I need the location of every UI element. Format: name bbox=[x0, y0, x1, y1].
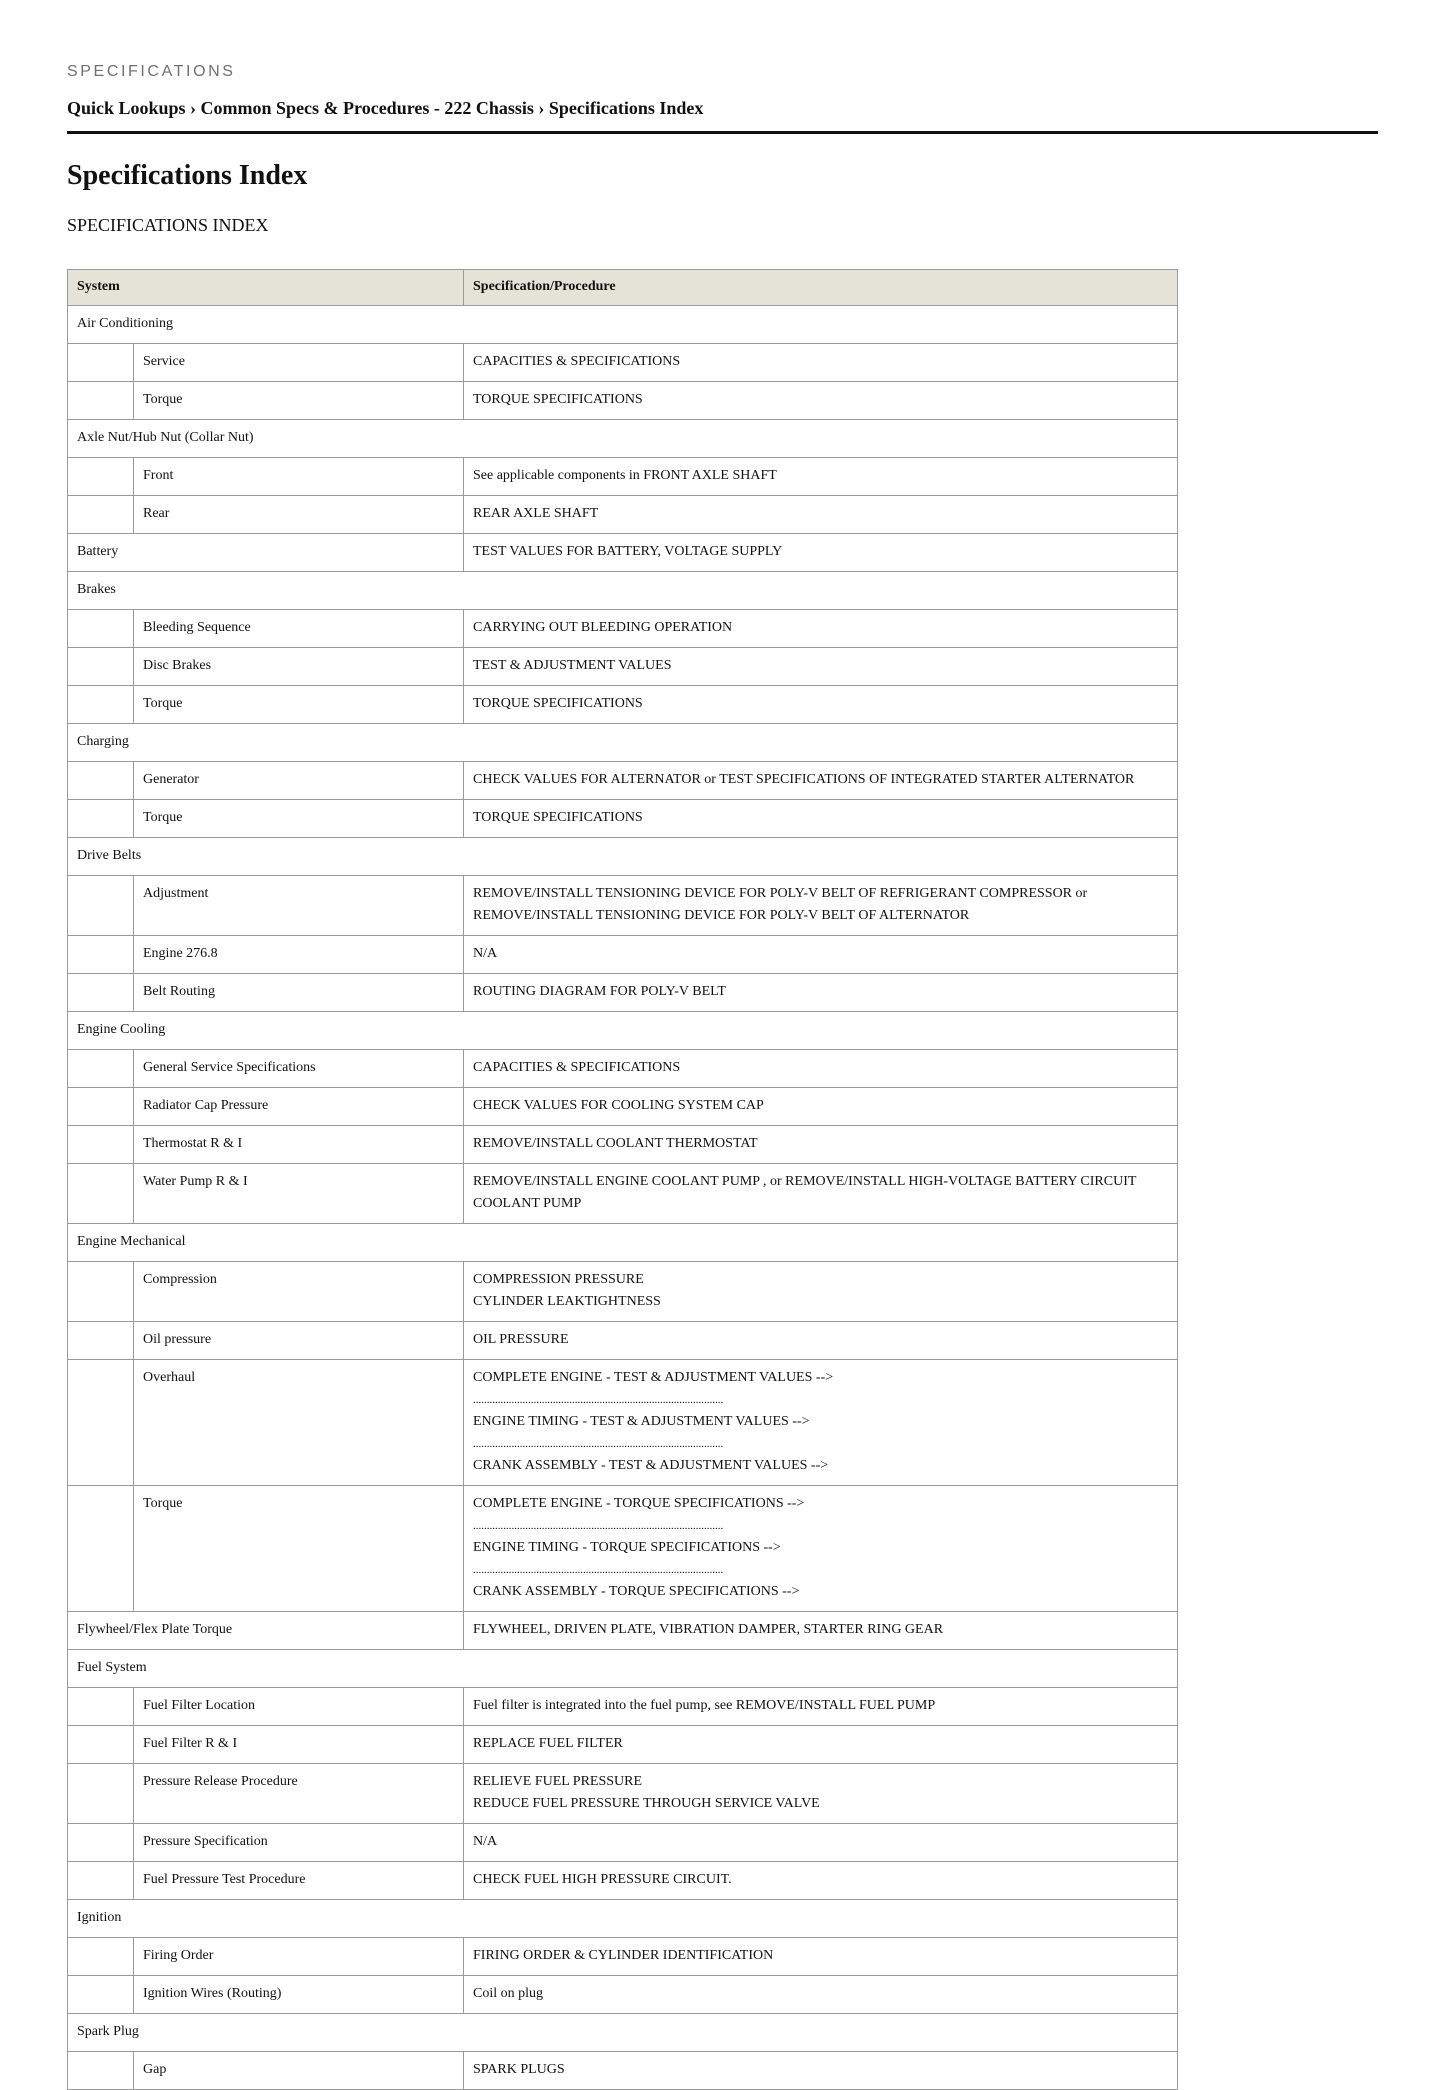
table-row bbox=[68, 876, 1178, 936]
spec-cell bbox=[464, 382, 1178, 420]
spec-link[interactable]: REAR AXLE SHAFT bbox=[473, 506, 599, 521]
spec-link[interactable]: CRANK ASSEMBLY - TORQUE SPECIFICATIONS --> bbox=[473, 1584, 800, 1599]
spec-cell bbox=[464, 1088, 1178, 1126]
table-row bbox=[68, 610, 1178, 648]
spec-link[interactable]: ROUTING DIAGRAM FOR POLY-V BELT bbox=[473, 984, 726, 999]
subsystem-label: Front bbox=[134, 458, 464, 496]
subsystem-label: Torque bbox=[134, 800, 464, 838]
subsystem-label: Gap bbox=[134, 2052, 464, 2090]
dotted-separator: ........................................................................................... bbox=[473, 1394, 724, 1406]
indent-cell bbox=[68, 1824, 134, 1862]
spec-cell bbox=[464, 1164, 1178, 1224]
indent-cell bbox=[68, 458, 134, 496]
spec-link[interactable]: TORQUE SPECIFICATIONS bbox=[473, 810, 643, 825]
spec-cell bbox=[464, 2052, 1178, 2090]
spec-link[interactable]: CHECK FUEL HIGH PRESSURE CIRCUIT. bbox=[473, 1872, 732, 1887]
spec-link[interactable]: CAPACITIES & SPECIFICATIONS bbox=[473, 1060, 681, 1075]
spec-cell bbox=[464, 1126, 1178, 1164]
table-row bbox=[68, 838, 1178, 876]
indent-cell bbox=[68, 686, 134, 724]
spec-link[interactable]: FLYWHEEL, DRIVEN PLATE, VIBRATION DAMPER, STARTER RING GEAR bbox=[473, 1622, 944, 1637]
spec-link[interactable]: N/A bbox=[473, 946, 498, 961]
table-row bbox=[68, 1262, 1178, 1322]
subsystem-label: Radiator Cap Pressure bbox=[134, 1088, 464, 1126]
subsystem-label: Ignition Wires (Routing) bbox=[134, 1976, 464, 2014]
spec-cell bbox=[464, 648, 1178, 686]
table-row bbox=[68, 1824, 1178, 1862]
spec-link[interactable]: TORQUE SPECIFICATIONS bbox=[473, 696, 643, 711]
subsystem-label: Oil pressure bbox=[134, 1322, 464, 1360]
subsystem-label: Overhaul bbox=[134, 1360, 464, 1486]
table-row bbox=[68, 1164, 1178, 1224]
indent-cell bbox=[68, 1976, 134, 2014]
indent-cell bbox=[68, 1164, 134, 1224]
spec-cell bbox=[464, 686, 1178, 724]
spec-cell bbox=[464, 762, 1178, 800]
system-group-label: Fuel System bbox=[68, 1650, 1178, 1688]
system-label: Flywheel/Flex Plate Torque bbox=[68, 1612, 464, 1650]
spec-cell bbox=[464, 458, 1178, 496]
indent-cell bbox=[68, 1360, 134, 1486]
subsystem-label: Pressure Specification bbox=[134, 1824, 464, 1862]
indent-cell bbox=[68, 762, 134, 800]
spec-link[interactable]: RELIEVE FUEL PRESSURE bbox=[473, 1774, 643, 1789]
table-row bbox=[68, 800, 1178, 838]
table-body bbox=[68, 306, 1178, 2090]
subsystem-label: Rear bbox=[134, 496, 464, 534]
indent-cell bbox=[68, 1126, 134, 1164]
subsystem-label: Belt Routing bbox=[134, 974, 464, 1012]
table-row bbox=[68, 936, 1178, 974]
spec-cell bbox=[464, 1764, 1178, 1824]
system-group-label: Brakes bbox=[68, 572, 1178, 610]
table-row bbox=[68, 2052, 1178, 2090]
indent-cell bbox=[68, 1088, 134, 1126]
table-row bbox=[68, 572, 1178, 610]
subsystem-label: Firing Order bbox=[134, 1938, 464, 1976]
table-row bbox=[68, 1126, 1178, 1164]
spec-cell bbox=[464, 1938, 1178, 1976]
spec-cell bbox=[464, 344, 1178, 382]
spec-cell bbox=[464, 610, 1178, 648]
table-row bbox=[68, 382, 1178, 420]
subsystem-label: Water Pump R & I bbox=[134, 1164, 464, 1224]
spec-link[interactable]: CARRYING OUT BLEEDING OPERATION bbox=[473, 620, 733, 635]
spec-link[interactable]: CHECK VALUES FOR ALTERNATOR or TEST SPECIFICATIONS OF INTEGRATED STARTER ALTERNATOR bbox=[473, 772, 1135, 787]
table-row bbox=[68, 1764, 1178, 1824]
spec-cell bbox=[464, 876, 1178, 936]
indent-cell bbox=[68, 876, 134, 936]
indent-cell bbox=[68, 382, 134, 420]
table-row bbox=[68, 420, 1178, 458]
table-row bbox=[68, 534, 1178, 572]
table-row bbox=[68, 1900, 1178, 1938]
spec-link[interactable]: REPLACE FUEL FILTER bbox=[473, 1736, 623, 1751]
subsystem-label: Compression bbox=[134, 1262, 464, 1322]
subsystem-label: Bleeding Sequence bbox=[134, 610, 464, 648]
subsystem-label: Pressure Release Procedure bbox=[134, 1764, 464, 1824]
dotted-separator: ........................................................................................... bbox=[473, 1520, 724, 1532]
spec-link[interactable]: CHECK VALUES FOR COOLING SYSTEM CAP bbox=[473, 1098, 764, 1113]
indent-cell bbox=[68, 1764, 134, 1824]
spec-link[interactable]: OIL PRESSURE bbox=[473, 1332, 569, 1347]
indent-cell bbox=[68, 1862, 134, 1900]
table-row bbox=[68, 686, 1178, 724]
spec-link[interactable]: CYLINDER LEAKTIGHTNESS bbox=[473, 1294, 661, 1309]
indent-cell bbox=[68, 1262, 134, 1322]
subsystem-label: Adjustment bbox=[134, 876, 464, 936]
spec-link[interactable]: Coil on plug bbox=[473, 1986, 544, 2001]
spec-cell bbox=[464, 974, 1178, 1012]
page-subtitle: SPECIFICATIONS INDEX bbox=[67, 215, 269, 235]
table-row bbox=[68, 1360, 1178, 1486]
dotted-separator: ........................................................................................... bbox=[473, 1438, 724, 1450]
spec-link[interactable]: TEST & ADJUSTMENT VALUES bbox=[473, 658, 672, 673]
column-header-system: System bbox=[68, 270, 464, 306]
spec-link[interactable]: SPARK PLUGS bbox=[473, 2062, 565, 2077]
system-group-label: Engine Cooling bbox=[68, 1012, 1178, 1050]
subsystem-label: Fuel Filter R & I bbox=[134, 1726, 464, 1764]
specifications-table bbox=[67, 269, 1178, 2090]
subsystem-label: Service bbox=[134, 344, 464, 382]
indent-cell bbox=[68, 648, 134, 686]
indent-cell bbox=[68, 1050, 134, 1088]
spec-link[interactable]: See applicable components in FRONT AXLE SHAFT bbox=[473, 468, 777, 483]
table-row bbox=[68, 1486, 1178, 1612]
spec-link[interactable]: CAPACITIES & SPECIFICATIONS bbox=[473, 354, 681, 369]
subsystem-label: Generator bbox=[134, 762, 464, 800]
system-label: Battery bbox=[68, 534, 464, 572]
spec-cell bbox=[464, 1726, 1178, 1764]
spec-link[interactable]: Fuel filter is integrated into the fuel pump, see REMOVE/INSTALL FUEL PUMP bbox=[473, 1698, 936, 1713]
table-row bbox=[68, 306, 1178, 344]
spec-link[interactable]: N/A bbox=[473, 1834, 498, 1849]
indent-cell bbox=[68, 800, 134, 838]
indent-cell bbox=[68, 1726, 134, 1764]
table-row bbox=[68, 2014, 1178, 2052]
spec-cell bbox=[464, 1976, 1178, 2014]
table-row bbox=[68, 648, 1178, 686]
spec-link[interactable]: CRANK ASSEMBLY - TEST & ADJUSTMENT VALUES --> bbox=[473, 1458, 829, 1473]
spec-link[interactable]: TORQUE SPECIFICATIONS bbox=[473, 392, 643, 407]
subsystem-label: Torque bbox=[134, 686, 464, 724]
table-row bbox=[68, 974, 1178, 1012]
table-row bbox=[68, 1224, 1178, 1262]
spec-link[interactable]: COMPLETE ENGINE - TEST & ADJUSTMENT VALUES --> bbox=[473, 1370, 834, 1385]
indent-cell bbox=[68, 1322, 134, 1360]
table-row bbox=[68, 344, 1178, 382]
system-group-label: Axle Nut/Hub Nut (Collar Nut) bbox=[68, 420, 1178, 458]
table-row bbox=[68, 1688, 1178, 1726]
system-group-label: Drive Belts bbox=[68, 838, 1178, 876]
table-row bbox=[68, 724, 1178, 762]
indent-cell bbox=[68, 610, 134, 648]
spec-link[interactable]: TEST VALUES FOR BATTERY, VOLTAGE SUPPLY bbox=[473, 544, 783, 559]
spec-cell bbox=[464, 1612, 1178, 1650]
table-row bbox=[68, 1938, 1178, 1976]
spec-cell bbox=[464, 1862, 1178, 1900]
dotted-separator: ........................................................................................... bbox=[473, 1564, 724, 1576]
table-row bbox=[68, 1612, 1178, 1650]
system-group-label: Ignition bbox=[68, 1900, 1178, 1938]
spec-link[interactable]: FIRING ORDER & CYLINDER IDENTIFICATION bbox=[473, 1948, 774, 1963]
table-row bbox=[68, 1862, 1178, 1900]
spec-link[interactable]: ENGINE TIMING - TORQUE SPECIFICATIONS --> bbox=[473, 1540, 781, 1555]
spec-cell bbox=[464, 496, 1178, 534]
spec-link[interactable]: COMPRESSION PRESSURE bbox=[473, 1272, 644, 1287]
spec-cell bbox=[464, 1360, 1178, 1486]
table-row bbox=[68, 1050, 1178, 1088]
table-row bbox=[68, 1976, 1178, 2014]
subsystem-label: Disc Brakes bbox=[134, 648, 464, 686]
table-row bbox=[68, 1088, 1178, 1126]
spec-link[interactable]: REMOVE/INSTALL COOLANT THERMOSTAT bbox=[473, 1136, 758, 1151]
indent-cell bbox=[68, 2052, 134, 2090]
indent-cell bbox=[68, 1938, 134, 1976]
subsystem-label: Fuel Pressure Test Procedure bbox=[134, 1862, 464, 1900]
spec-cell bbox=[464, 1688, 1178, 1726]
page-title: Specifications Index bbox=[67, 160, 308, 191]
spec-link[interactable]: REDUCE FUEL PRESSURE THROUGH SERVICE VALVE bbox=[473, 1796, 820, 1811]
subsystem-label: Engine 276.8 bbox=[134, 936, 464, 974]
spec-cell bbox=[464, 1486, 1178, 1612]
table-row bbox=[68, 1322, 1178, 1360]
spec-link[interactable]: COOLANT PUMP bbox=[473, 1196, 582, 1211]
system-group-label: Spark Plug bbox=[68, 2014, 1178, 2052]
system-group-label: Air Conditioning bbox=[68, 306, 1178, 344]
column-header-spec: Specification/Procedure bbox=[464, 270, 1178, 306]
spec-link[interactable]: REMOVE/INSTALL ENGINE COOLANT PUMP , or REMOVE/INSTALL HIGH-VOLTAGE BATTERY CIRCUIT bbox=[473, 1174, 1137, 1189]
table-row bbox=[68, 458, 1178, 496]
spec-cell bbox=[464, 1322, 1178, 1360]
spec-link[interactable]: ENGINE TIMING - TEST & ADJUSTMENT VALUES --> bbox=[473, 1414, 810, 1429]
table-row bbox=[68, 1726, 1178, 1764]
section-kicker: SPECIFICATIONS bbox=[67, 63, 236, 80]
system-group-label: Engine Mechanical bbox=[68, 1224, 1178, 1262]
breadcrumb[interactable]: Quick Lookups › Common Specs & Procedures - 222 Chassis › Specifications Index bbox=[67, 98, 704, 118]
spec-cell bbox=[464, 1824, 1178, 1862]
table-row bbox=[68, 1012, 1178, 1050]
indent-cell bbox=[68, 1486, 134, 1612]
subsystem-label: Fuel Filter Location bbox=[134, 1688, 464, 1726]
spec-cell bbox=[464, 936, 1178, 974]
spec-link[interactable]: REMOVE/INSTALL TENSIONING DEVICE FOR POLY-V BELT OF ALTERNATOR bbox=[473, 908, 970, 923]
spec-cell bbox=[464, 800, 1178, 838]
table-header-row bbox=[68, 270, 1178, 306]
indent-cell bbox=[68, 936, 134, 974]
subsystem-label: General Service Specifications bbox=[134, 1050, 464, 1088]
spec-cell bbox=[464, 534, 1178, 572]
header-rule bbox=[67, 131, 1378, 134]
spec-cell bbox=[464, 1262, 1178, 1322]
subsystem-label: Thermostat R & I bbox=[134, 1126, 464, 1164]
system-group-label: Charging bbox=[68, 724, 1178, 762]
indent-cell bbox=[68, 1688, 134, 1726]
indent-cell bbox=[68, 974, 134, 1012]
spec-cell bbox=[464, 1050, 1178, 1088]
spec-link[interactable]: REMOVE/INSTALL TENSIONING DEVICE FOR POLY-V BELT OF REFRIGERANT COMPRESSOR or bbox=[473, 886, 1088, 901]
table-row bbox=[68, 1650, 1178, 1688]
table-row bbox=[68, 496, 1178, 534]
table-row bbox=[68, 762, 1178, 800]
subsystem-label: Torque bbox=[134, 1486, 464, 1612]
subsystem-label: Torque bbox=[134, 382, 464, 420]
indent-cell bbox=[68, 344, 134, 382]
indent-cell bbox=[68, 496, 134, 534]
spec-link[interactable]: COMPLETE ENGINE - TORQUE SPECIFICATIONS --> bbox=[473, 1496, 805, 1511]
